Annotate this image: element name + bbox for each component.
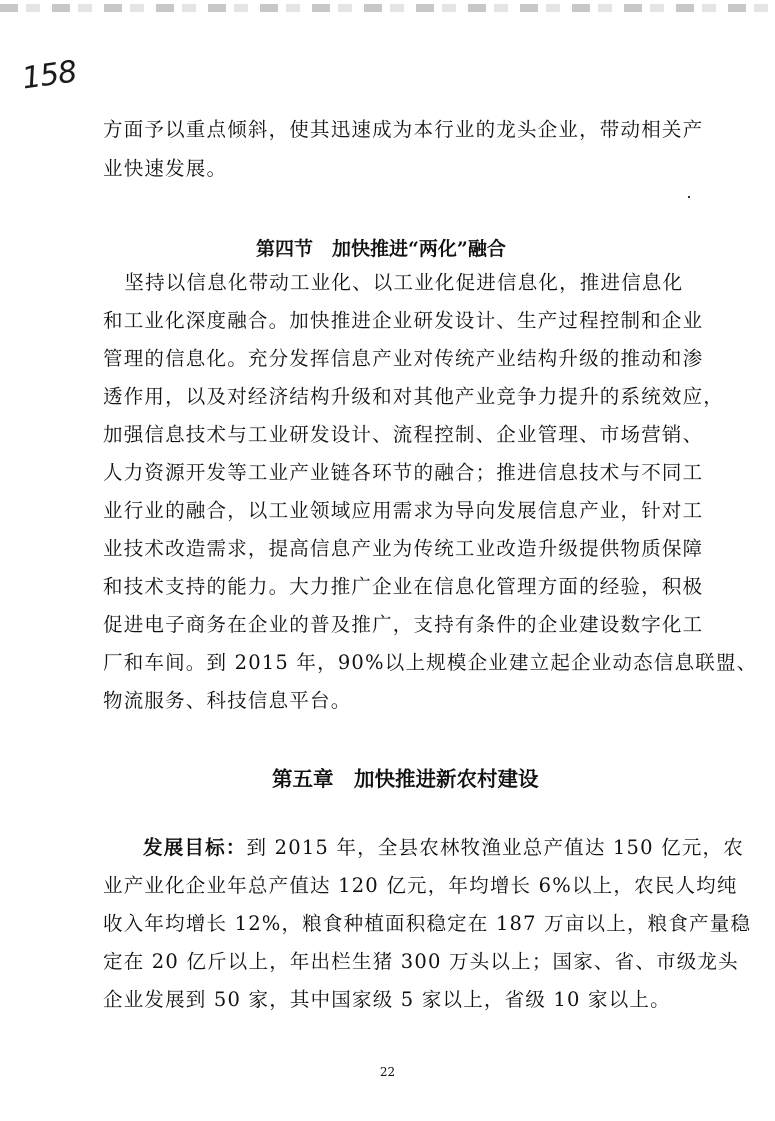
body-text-line: 厂和车间。到 2015 年，90%以上规模企业建立起企业动态信息联盟、: [103, 651, 758, 674]
handwritten-page-mark: 158: [19, 54, 79, 97]
body-text-line: 和技术支持的能力。大力推广企业在信息化管理方面的经验，积极: [103, 575, 704, 598]
body-text-line: 收入年均增长 12%，粮食种植面积稳定在 187 万亩以上，粮食产量稳: [103, 912, 752, 935]
goal-label: 发展目标：: [143, 836, 247, 859]
body-text-line: 物流服务、科技信息平台。: [103, 689, 352, 712]
body-text-line: 加强信息技术与工业研发设计、流程控制、企业管理、市场营销、: [103, 423, 704, 446]
chapter-heading: 第五章 加快推进新农村建设: [272, 767, 539, 791]
body-text-line: [143, 838, 744, 858]
scan-dot: [688, 196, 690, 198]
scan-artifact-strip: [0, 4, 775, 12]
section-heading: 第四节 加快推进“两化”融合: [256, 238, 506, 260]
body-text-line: 方面予以重点倾斜，使其迅速成为本行业的龙头企业，带动相关产: [103, 118, 704, 141]
body-text-line: 业快速发展。: [103, 157, 228, 180]
body-text-line: 和工业化深度融合。加快推进企业研发设计、生产过程控制和企业: [103, 309, 704, 332]
goal-text: 到 2015 年，全县农林牧渔业总产值达 150 亿元，农: [246, 836, 744, 859]
body-text-line: 坚持以信息化带动工业化、以工业化促进信息化，推进信息化: [83, 271, 684, 294]
body-text-line: 透作用，以及对经济结构升级和对其他产业竞争力提升的系统效应，: [103, 385, 725, 408]
body-text-line: 促进电子商务在企业的普及推广，支持有条件的企业建设数字化工: [103, 613, 704, 636]
body-text-line: 企业发展到 50 家，其中国家级 5 家以上，省级 10 家以上。: [103, 988, 671, 1011]
page-number: 22: [379, 1065, 396, 1079]
body-text-line: 业产业化企业年总产值达 120 亿元，年均增长 6%以上，农民人均纯: [103, 874, 738, 897]
body-text-line: 业技术改造需求，提高信息产业为传统工业改造升级提供物质保障: [103, 537, 704, 560]
body-text-line: 人力资源开发等工业产业链各环节的融合；推进信息技术与不同工: [103, 461, 704, 484]
body-text-line: 定在 20 亿斤以上，年出栏生猪 300 万头以上；国家、省、市级龙头: [103, 950, 739, 973]
body-text-line: 业行业的融合，以工业领域应用需求为导向发展信息产业，针对工: [103, 499, 704, 522]
body-text-line: 管理的信息化。充分发挥信息产业对传统产业结构升级的推动和渗: [103, 347, 704, 370]
